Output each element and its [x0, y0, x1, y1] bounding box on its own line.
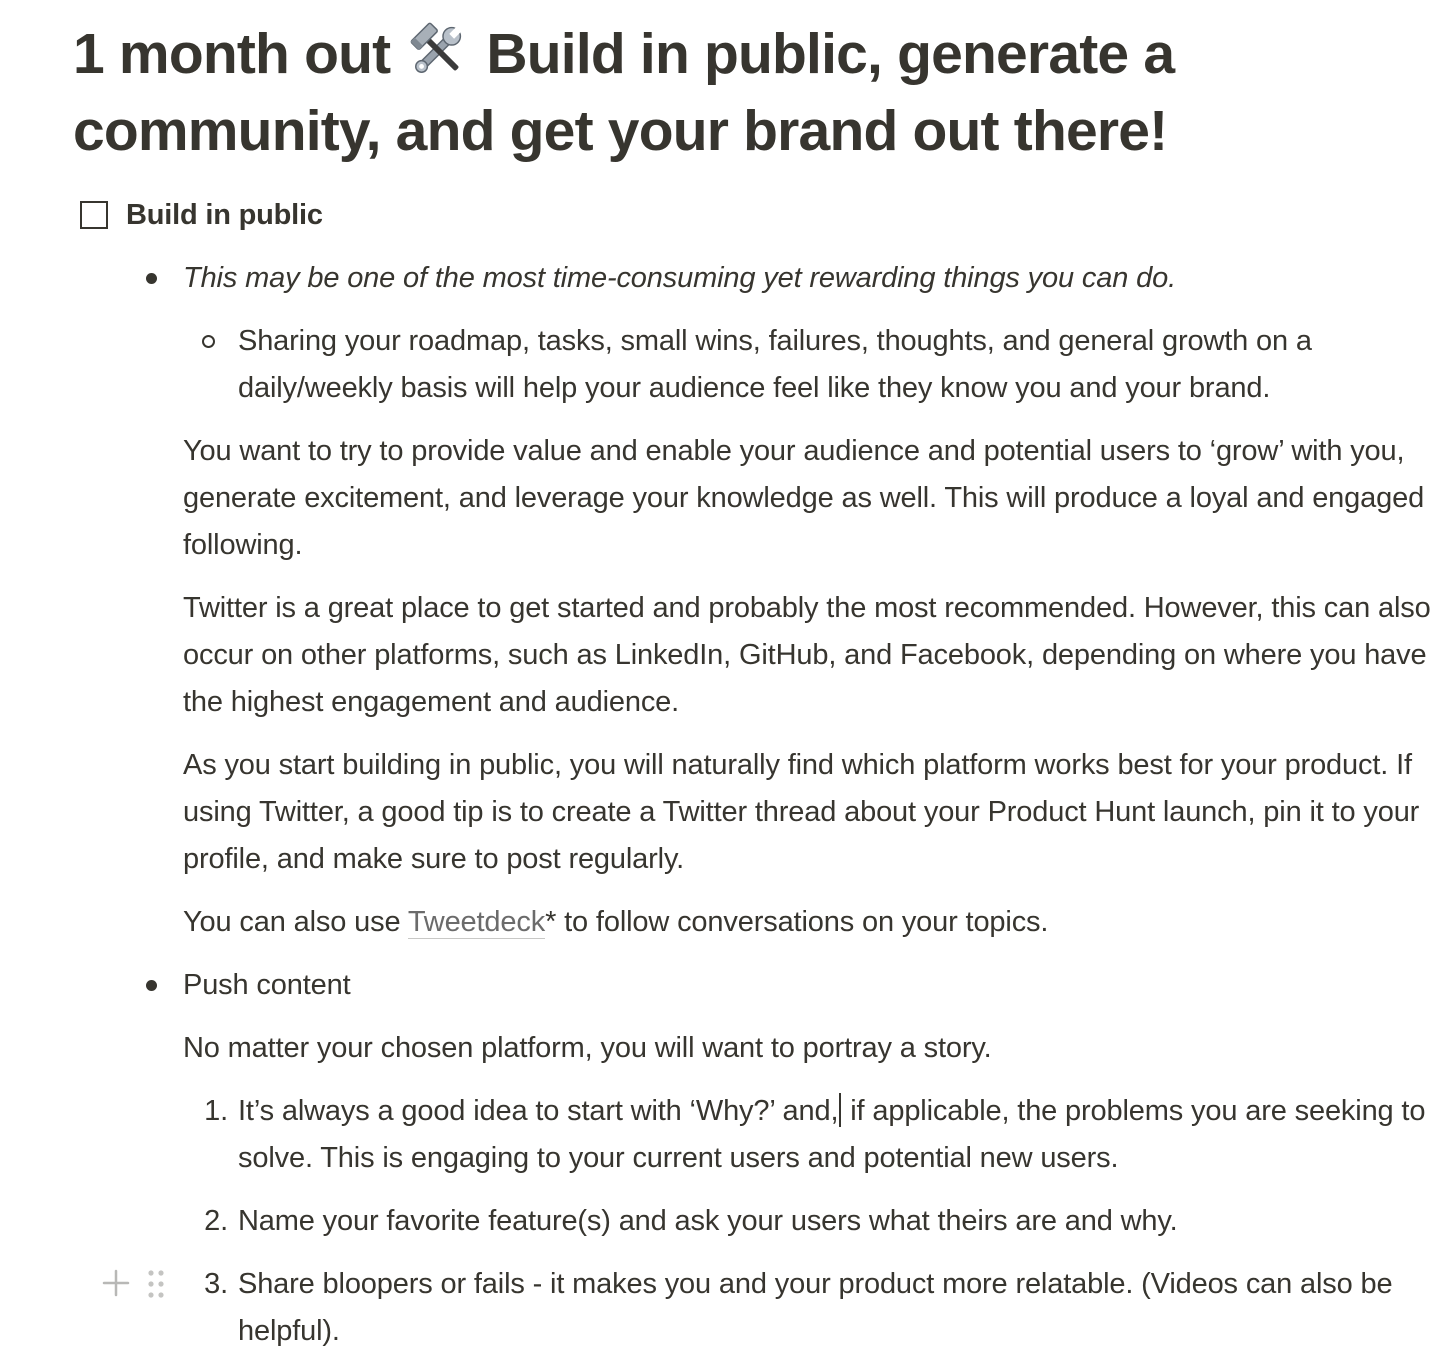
hammer-and-wrench-icon	[407, 19, 469, 81]
numbered-item-2[interactable]	[204, 1198, 1448, 1245]
title-text-end: Build in public, generate a community, and get your brand out there!	[73, 22, 1175, 163]
title-text-start: 1 month out	[73, 22, 406, 86]
drag-handle-icon	[146, 1268, 166, 1300]
list-number: 1.	[204, 1095, 228, 1127]
list-number: 3.	[204, 1268, 228, 1300]
bullet-text: Push content	[183, 969, 351, 1001]
paragraph-text: You want to try to provide value and enable your audience and potential users to ‘grow’ with you, generate excitement, and leverage your knowledge as well. This will produce a loyal and engaged following.	[183, 435, 1425, 561]
paragraph-tweetdeck[interactable]	[183, 899, 1448, 946]
sub-bullet-block-1[interactable]	[238, 318, 1448, 412]
bullet-dot-icon	[146, 980, 157, 991]
numbered-text: Name your favorite feature(s) and ask your users what theirs are and why.	[238, 1205, 1178, 1237]
bullet-block-push-content[interactable]	[183, 962, 1448, 1009]
paragraph-building-in-public[interactable]	[183, 742, 1445, 883]
numbered-item-1[interactable]	[204, 1088, 1448, 1182]
add-block-button[interactable]	[101, 1268, 131, 1298]
paragraph-text-end: * to follow conversations on your topics.	[545, 906, 1049, 938]
paragraph-portray-story[interactable]	[183, 1025, 1448, 1072]
numbered-text-start: It’s always a good idea to start with ‘Why?’ and,	[238, 1095, 839, 1127]
paragraph-text: As you start building in public, you will naturally find which platform works best for your product. If using Twitter, a good tip is to create a Twitter thread about your Product Hunt launch, pin it to your profile, and make sure to post regularly.	[183, 749, 1420, 875]
page-title[interactable]	[73, 16, 1373, 170]
bullet-text: This may be one of the most time-consuming yet rewarding things you can do.	[183, 262, 1176, 294]
bullet-dot-icon	[146, 273, 157, 284]
paragraph-text: Twitter is a great place to get started and probably the most recommended. However, this can also occur on other platforms, such as LinkedIn, GitHub, and Facebook, depending on where you have the highest engagement and audience.	[183, 592, 1431, 718]
todo-label[interactable]: Build in public	[126, 198, 323, 231]
drag-handle-button[interactable]	[146, 1268, 166, 1300]
paragraph-grow-with-you[interactable]	[183, 428, 1448, 569]
plus-icon	[101, 1268, 131, 1298]
numbered-text-end: if applicable, the problems you are seeking to solve. This is engaging to your current users and potential new users.	[238, 1095, 1426, 1174]
tweetdeck-link[interactable]: Tweetdeck	[407, 906, 546, 938]
paragraph-twitter-platforms[interactable]	[183, 585, 1448, 726]
todo-checkbox[interactable]	[80, 201, 108, 229]
list-number: 2.	[204, 1205, 228, 1237]
sub-bullet-text: Sharing your roadmap, tasks, small wins, failures, thoughts, and general growth on a daily/weekly basis will help your audience feel like they know you and your brand.	[238, 325, 1312, 404]
numbered-text: Share bloopers or fails - it makes you and your product more relatable. (Videos can also be helpful).	[238, 1268, 1393, 1347]
bullet-block-1[interactable]	[183, 255, 1448, 302]
paragraph-text-start: You can also use	[183, 906, 408, 938]
bullet-circle-icon	[202, 335, 215, 348]
todo-block-build-in-public	[80, 193, 323, 237]
paragraph-text: No matter your chosen platform, you will want to portray a story.	[183, 1032, 992, 1064]
numbered-item-3[interactable]	[204, 1261, 1448, 1355]
